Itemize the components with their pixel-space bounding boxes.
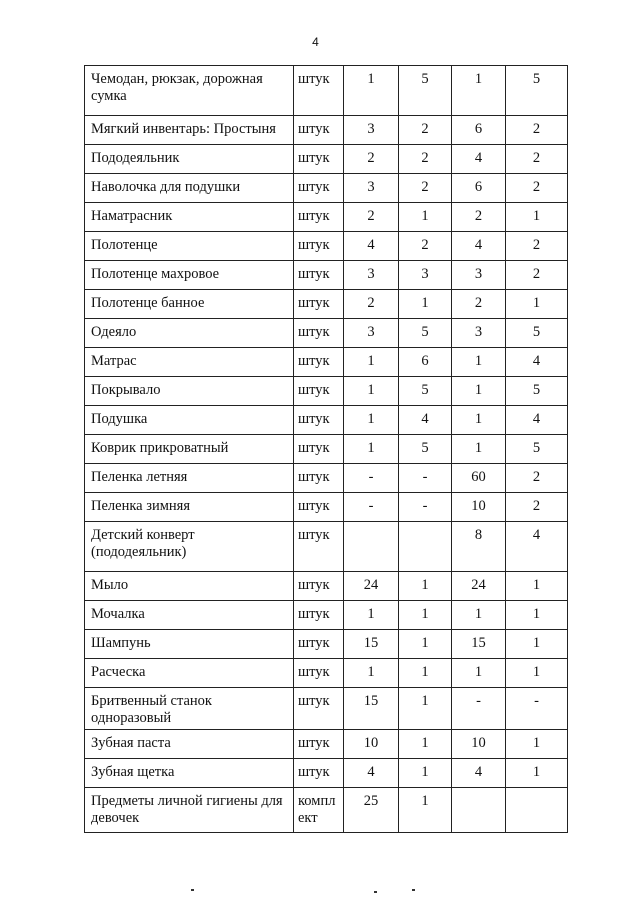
quantity-cell: 3 bbox=[344, 319, 399, 348]
unit-cell: штук bbox=[294, 66, 344, 116]
quantity-cell: 2 bbox=[506, 145, 568, 174]
item-name-cell: Наволочка для подушки bbox=[85, 174, 294, 203]
item-name-cell: Зубная щетка bbox=[85, 759, 294, 788]
quantity-cell: 2 bbox=[399, 145, 452, 174]
quantity-cell: - bbox=[344, 464, 399, 493]
table-row bbox=[85, 688, 568, 730]
unit-cell: штук bbox=[294, 688, 344, 730]
table-row bbox=[85, 493, 568, 522]
unit-cell: штук bbox=[294, 290, 344, 319]
unit-cell: штук bbox=[294, 232, 344, 261]
quantity-cell: 1 bbox=[506, 290, 568, 319]
quantity-cell: 1 bbox=[506, 572, 568, 601]
quantity-cell: 3 bbox=[452, 319, 506, 348]
quantity-cell: 2 bbox=[506, 232, 568, 261]
item-name-cell: Покрывало bbox=[85, 377, 294, 406]
quantity-cell: 15 bbox=[344, 688, 399, 730]
unit-cell: штук bbox=[294, 406, 344, 435]
item-name-cell: Полотенце bbox=[85, 232, 294, 261]
quantity-cell: 2 bbox=[506, 174, 568, 203]
quantity-cell: 5 bbox=[506, 435, 568, 464]
quantity-cell: 1 bbox=[399, 730, 452, 759]
quantity-cell: 2 bbox=[506, 493, 568, 522]
table-row bbox=[85, 377, 568, 406]
item-name-cell: Пеленка зимняя bbox=[85, 493, 294, 522]
item-name-cell: Мягкий инвентарь: Простыня bbox=[85, 116, 294, 145]
quantity-cell: 5 bbox=[399, 377, 452, 406]
unit-cell: штук bbox=[294, 759, 344, 788]
quantity-cell: 10 bbox=[452, 730, 506, 759]
quantity-cell: 1 bbox=[399, 630, 452, 659]
quantity-cell: 1 bbox=[399, 759, 452, 788]
quantity-cell bbox=[344, 522, 399, 572]
table-row bbox=[85, 174, 568, 203]
quantity-cell: 8 bbox=[452, 522, 506, 572]
quantity-cell: 5 bbox=[506, 66, 568, 116]
quantity-cell: 1 bbox=[452, 659, 506, 688]
quantity-cell bbox=[506, 788, 568, 833]
quantity-cell: 1 bbox=[344, 659, 399, 688]
item-name-cell: Мочалка bbox=[85, 601, 294, 630]
quantity-cell: 2 bbox=[506, 464, 568, 493]
quantity-cell: 2 bbox=[399, 174, 452, 203]
table-row bbox=[85, 406, 568, 435]
quantity-cell: 4 bbox=[506, 406, 568, 435]
unit-cell: штук bbox=[294, 145, 344, 174]
quantity-cell: 3 bbox=[344, 174, 399, 203]
item-name-cell: Наматрасник bbox=[85, 203, 294, 232]
item-name-cell: Мыло bbox=[85, 572, 294, 601]
table-row bbox=[85, 261, 568, 290]
item-name-cell: Полотенце махровое bbox=[85, 261, 294, 290]
quantity-cell: 24 bbox=[344, 572, 399, 601]
quantity-cell: 1 bbox=[344, 377, 399, 406]
unit-cell: комплект bbox=[294, 788, 344, 833]
page-number: 4 bbox=[312, 35, 319, 49]
table-row bbox=[85, 659, 568, 688]
quantity-cell: 1 bbox=[399, 659, 452, 688]
item-name-cell: Чемодан, рюкзак, дорожная сумка bbox=[85, 66, 294, 116]
unit-cell: штук bbox=[294, 493, 344, 522]
quantity-cell: 5 bbox=[399, 319, 452, 348]
supplies-table bbox=[84, 65, 568, 833]
item-name-cell: Пеленка летняя bbox=[85, 464, 294, 493]
quantity-cell: 4 bbox=[506, 522, 568, 572]
quantity-cell: 2 bbox=[506, 116, 568, 145]
quantity-cell: 1 bbox=[452, 377, 506, 406]
item-name-cell: Детский конверт (пододеяльник) bbox=[85, 522, 294, 572]
quantity-cell: 1 bbox=[344, 348, 399, 377]
table-row bbox=[85, 601, 568, 630]
quantity-cell: - bbox=[344, 493, 399, 522]
quantity-cell: 1 bbox=[399, 688, 452, 730]
quantity-cell: 1 bbox=[399, 290, 452, 319]
unit-cell: штук bbox=[294, 377, 344, 406]
item-name-cell: Коврик прикроватный bbox=[85, 435, 294, 464]
quantity-cell: 10 bbox=[344, 730, 399, 759]
item-name-cell: Зубная паста bbox=[85, 730, 294, 759]
table-row bbox=[85, 203, 568, 232]
quantity-cell: 1 bbox=[399, 601, 452, 630]
unit-cell: штук bbox=[294, 659, 344, 688]
quantity-cell: 1 bbox=[506, 601, 568, 630]
quantity-cell: 6 bbox=[452, 174, 506, 203]
table-row bbox=[85, 116, 568, 145]
quantity-cell: 1 bbox=[506, 659, 568, 688]
quantity-cell: 6 bbox=[452, 116, 506, 145]
quantity-cell: 24 bbox=[452, 572, 506, 601]
quantity-cell: 1 bbox=[506, 630, 568, 659]
quantity-cell: 3 bbox=[452, 261, 506, 290]
item-name-cell: Полотенце банное bbox=[85, 290, 294, 319]
scan-mark bbox=[412, 889, 415, 891]
item-name-cell: Подушка bbox=[85, 406, 294, 435]
unit-cell: штук bbox=[294, 730, 344, 759]
quantity-cell: 1 bbox=[452, 435, 506, 464]
quantity-cell: 3 bbox=[399, 261, 452, 290]
quantity-cell bbox=[452, 788, 506, 833]
quantity-cell: 2 bbox=[344, 145, 399, 174]
quantity-cell: 6 bbox=[399, 348, 452, 377]
table-row bbox=[85, 522, 568, 572]
table-row bbox=[85, 572, 568, 601]
table-row bbox=[85, 759, 568, 788]
table-row bbox=[85, 290, 568, 319]
table-row bbox=[85, 319, 568, 348]
item-name-cell: Одеяло bbox=[85, 319, 294, 348]
quantity-cell: 1 bbox=[344, 435, 399, 464]
quantity-cell: - bbox=[399, 493, 452, 522]
quantity-cell: 5 bbox=[399, 435, 452, 464]
quantity-cell bbox=[399, 522, 452, 572]
quantity-cell: 1 bbox=[506, 203, 568, 232]
quantity-cell: 2 bbox=[399, 116, 452, 145]
quantity-cell: 1 bbox=[452, 66, 506, 116]
unit-cell: штук bbox=[294, 319, 344, 348]
item-name-cell: Расческа bbox=[85, 659, 294, 688]
quantity-cell: 2 bbox=[452, 290, 506, 319]
unit-cell: штук bbox=[294, 348, 344, 377]
table-row bbox=[85, 464, 568, 493]
quantity-cell: 1 bbox=[506, 730, 568, 759]
quantity-cell: - bbox=[506, 688, 568, 730]
unit-cell: штук bbox=[294, 630, 344, 659]
unit-cell: штук bbox=[294, 203, 344, 232]
item-name-cell: Матрас bbox=[85, 348, 294, 377]
table-row bbox=[85, 630, 568, 659]
quantity-cell: 2 bbox=[506, 261, 568, 290]
scan-mark bbox=[191, 889, 194, 891]
quantity-cell: 4 bbox=[344, 232, 399, 261]
quantity-cell: - bbox=[452, 688, 506, 730]
item-name-cell: Пододеяльник bbox=[85, 145, 294, 174]
table-row bbox=[85, 730, 568, 759]
unit-cell: штук bbox=[294, 261, 344, 290]
unit-cell: штук bbox=[294, 601, 344, 630]
quantity-cell: 2 bbox=[452, 203, 506, 232]
quantity-cell: 5 bbox=[506, 377, 568, 406]
table-row bbox=[85, 145, 568, 174]
quantity-cell: 5 bbox=[506, 319, 568, 348]
quantity-cell: 1 bbox=[452, 406, 506, 435]
scan-mark bbox=[374, 891, 377, 893]
quantity-cell: 2 bbox=[399, 232, 452, 261]
quantity-cell: 10 bbox=[452, 493, 506, 522]
quantity-cell: 1 bbox=[399, 572, 452, 601]
quantity-cell: 4 bbox=[452, 145, 506, 174]
quantity-cell: 5 bbox=[399, 66, 452, 116]
table-row bbox=[85, 232, 568, 261]
quantity-cell: 4 bbox=[452, 759, 506, 788]
quantity-cell: 25 bbox=[344, 788, 399, 833]
item-name-cell: Бритвенный станок одноразовый bbox=[85, 688, 294, 730]
table-row bbox=[85, 66, 568, 116]
quantity-cell: 3 bbox=[344, 116, 399, 145]
table-row bbox=[85, 348, 568, 377]
quantity-cell: 1 bbox=[344, 601, 399, 630]
unit-cell: штук bbox=[294, 116, 344, 145]
unit-cell: штук bbox=[294, 522, 344, 572]
table-body bbox=[85, 66, 568, 833]
quantity-cell: 1 bbox=[399, 788, 452, 833]
quantity-cell: 1 bbox=[452, 601, 506, 630]
table-row bbox=[85, 788, 568, 833]
unit-cell: штук bbox=[294, 572, 344, 601]
unit-cell: штук bbox=[294, 174, 344, 203]
quantity-cell: 2 bbox=[344, 290, 399, 319]
quantity-cell: 4 bbox=[344, 759, 399, 788]
item-name-cell: Шампунь bbox=[85, 630, 294, 659]
unit-cell: штук bbox=[294, 464, 344, 493]
quantity-cell: 4 bbox=[506, 348, 568, 377]
unit-cell: штук bbox=[294, 435, 344, 464]
quantity-cell: 2 bbox=[344, 203, 399, 232]
quantity-cell: 60 bbox=[452, 464, 506, 493]
quantity-cell: 15 bbox=[452, 630, 506, 659]
quantity-cell: 1 bbox=[344, 406, 399, 435]
quantity-cell: - bbox=[399, 464, 452, 493]
quantity-cell: 1 bbox=[506, 759, 568, 788]
quantity-cell: 3 bbox=[344, 261, 399, 290]
quantity-cell: 1 bbox=[452, 348, 506, 377]
quantity-cell: 1 bbox=[399, 203, 452, 232]
quantity-cell: 4 bbox=[399, 406, 452, 435]
item-name-cell: Предметы личной гигиены для девочек bbox=[85, 788, 294, 833]
quantity-cell: 4 bbox=[452, 232, 506, 261]
quantity-cell: 1 bbox=[344, 66, 399, 116]
table-row bbox=[85, 435, 568, 464]
quantity-cell: 15 bbox=[344, 630, 399, 659]
